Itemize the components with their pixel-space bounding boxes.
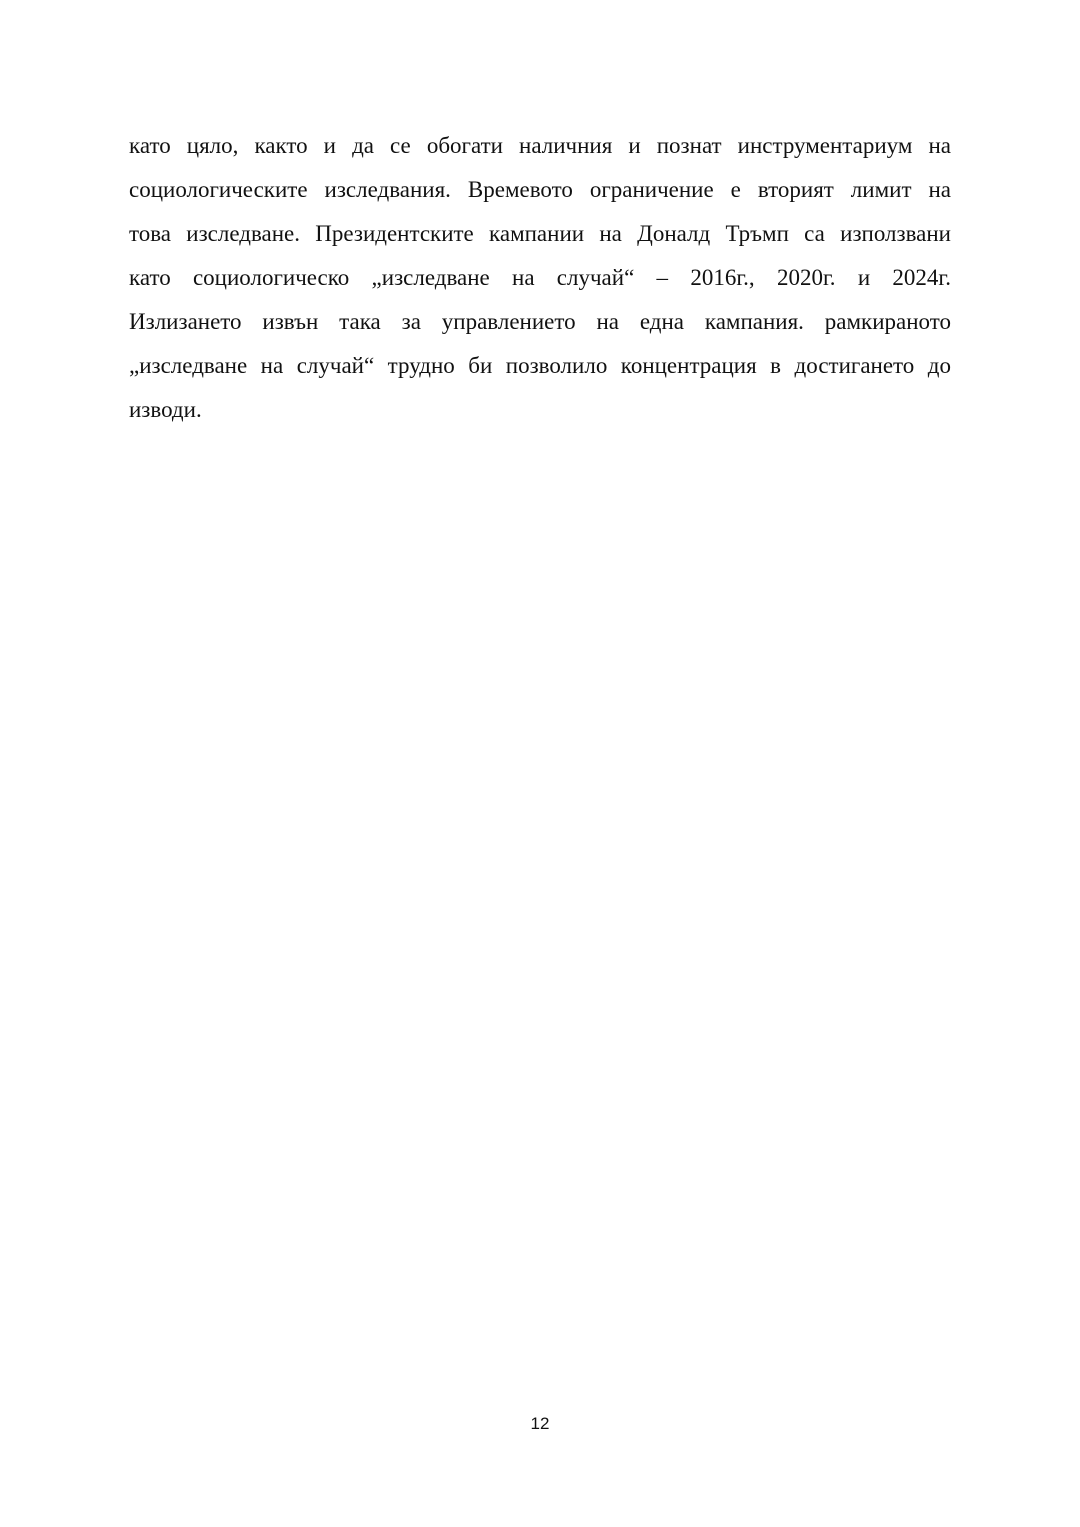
paragraph-line: като цяло, както и да се обогати наличния и познат инструментариум на (129, 133, 951, 158)
paragraph-line: Излизането извън така за управлението на една кампания. рамкираното (129, 309, 951, 334)
page-number: 12 (530, 1414, 550, 1433)
paragraph-line: като социологическо „изследване на случай“ – 2016г., 2020г. и 2024г. (129, 265, 951, 290)
body-paragraph (129, 124, 951, 432)
paragraph-line: това изследване. Президентските кампании на Доналд Тръмп са използвани (129, 221, 951, 246)
paragraph-line: изводи. (129, 397, 202, 422)
paragraph-line: „изследване на случай“ трудно би позволило концентрация в достигането до (129, 353, 951, 378)
paragraph-line: социологическите изследвания. Времевото ограничение е вторият лимит на (129, 177, 951, 202)
